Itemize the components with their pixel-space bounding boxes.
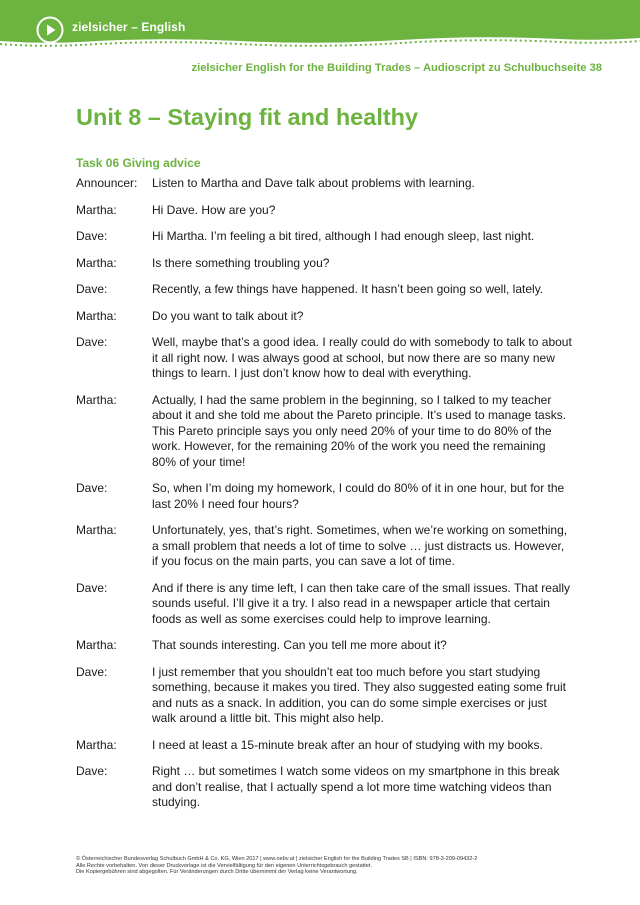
logo-text: zielsicher – English [72, 20, 186, 34]
dialogue-line [76, 665, 572, 727]
speaker-name: Martha: [76, 737, 117, 752]
task-title: Task 06 Giving advice [76, 156, 201, 170]
speaker-name: Martha: [76, 523, 117, 537]
speaker-name: Martha: [76, 638, 117, 652]
speaker-name: Martha: [76, 202, 117, 217]
footer-line: Die Kopiergebühren sind abgegolten. Für Veränderungen durch Dritte übernimmt der Verlag keine Verantwortung. [76, 869, 358, 876]
speaker-name: Martha: [76, 308, 117, 323]
dialogue-line [76, 203, 572, 219]
dialogue-text: I need at least a 15-minute break after an hour of studying with my books. [152, 737, 543, 752]
dialogue-text: Listen to Martha and Dave talk about problems with learning. [152, 176, 475, 190]
dialogue-text: And if there is any time left, I can then take care of the small issues. That really sounds useful. I’ll give it a try. I also read in a newspaper article that certain foods as well as some exercises could help to improve learning. [152, 580, 570, 626]
dialogue-line [76, 229, 572, 245]
dialogue-line [76, 738, 572, 754]
dialogue-text: I just remember that you shouldn’t eat too much before you start studying something, because it makes you tired. They also suggested eating some fruit and nuts as a snack. In addition, you can do some simple exercises or just walk around a little bit. This might also help. [152, 664, 567, 725]
speaker-name: Dave: [76, 282, 108, 296]
dialogue-text: Actually, I had the same problem in the beginning, so I talked to my teacher about it and she told me about the Pareto principle. It’s used to manage tasks. This Pareto principle says you only need 20% of your time to do 80% of the work. However, for the remaining 20% of the work you need the remaining 80% of your time! [152, 392, 567, 469]
dialogue-text: That sounds interesting. Can you tell me more about it? [152, 638, 447, 652]
speaker-name: Dave: [76, 229, 108, 243]
dialogue-text: Hi Martha. I’m feeling a bit tired, although I had enough sleep, last night. [152, 229, 535, 243]
dialogue-line [76, 309, 572, 325]
play-icon [36, 16, 64, 44]
dialogue-text: Do you want to talk about it? [152, 308, 304, 323]
dialogue-text: Well, maybe that’s a good idea. I really could do with somebody to talk to about it all right now. I was always good at school, but now there are so many new things to learn. I just don’t know how to deal with everything. [152, 335, 572, 380]
dialogue-line [76, 393, 572, 471]
footer-line: © Österreichischer Bundesverlag Schulbuch GmbH & Co. KG, Wien 2017 | www.oebv.at | zielsicher English for the Building Trades SB | ISBN: 978-3-209-09432-2 [76, 856, 478, 862]
dialogue-text: Unfortunately, yes, that’s right. Sometimes, when we’re working on something, a small problem that needs a lot of time to solve … just distracts us. However, if you focus on the main parts, you can save a lot of time. [152, 523, 568, 568]
speaker-name: Dave: [76, 335, 108, 349]
dialogue-line [76, 481, 572, 512]
dialogue-line [76, 523, 572, 570]
dialogue-line [76, 282, 572, 298]
speaker-name: Announcer: [76, 176, 138, 190]
speaker-name: Martha: [76, 392, 117, 407]
dialogue-line [76, 638, 572, 654]
dialogue-line [76, 335, 572, 382]
dialogue-line [76, 581, 572, 628]
dialogue-line [76, 256, 572, 272]
dialogue-text: Right … but sometimes I watch some videos on my smartphone in this break and don’t realise, that I actually spend a lot more time watching videos than studying. [152, 764, 560, 809]
document-header: zielsicher English for the Building Trades – Audioscript zu Schulbuchseite 38 [191, 62, 602, 74]
dialogue-line [76, 176, 572, 192]
audioscript [76, 176, 572, 822]
speaker-name: Dave: [76, 481, 108, 495]
speaker-name: Dave: [76, 764, 108, 778]
speaker-name: Martha: [76, 255, 117, 270]
copyright-footer [76, 856, 576, 876]
speaker-name: Dave: [76, 664, 108, 679]
dialogue-text: So, when I’m doing my homework, I could do 80% of it in one hour, but for the last 20% I need four hours? [152, 481, 565, 511]
dialogue-text: Recently, a few things have happened. It hasn’t been going so well, lately. [152, 282, 544, 296]
speaker-name: Dave: [76, 580, 108, 595]
dialogue-text: Hi Dave. How are you? [152, 202, 276, 217]
unit-title: Unit 8 – Staying fit and healthy [76, 104, 419, 130]
dialogue-text: Is there something troubling you? [152, 255, 330, 270]
footer-line: Alle Rechte vorbehalten. Von dieser Druckvorlage ist die Vervielfältigung für den eigenen Unterrichtsgebrauch gestattet. [76, 862, 373, 869]
dialogue-line [76, 764, 572, 811]
